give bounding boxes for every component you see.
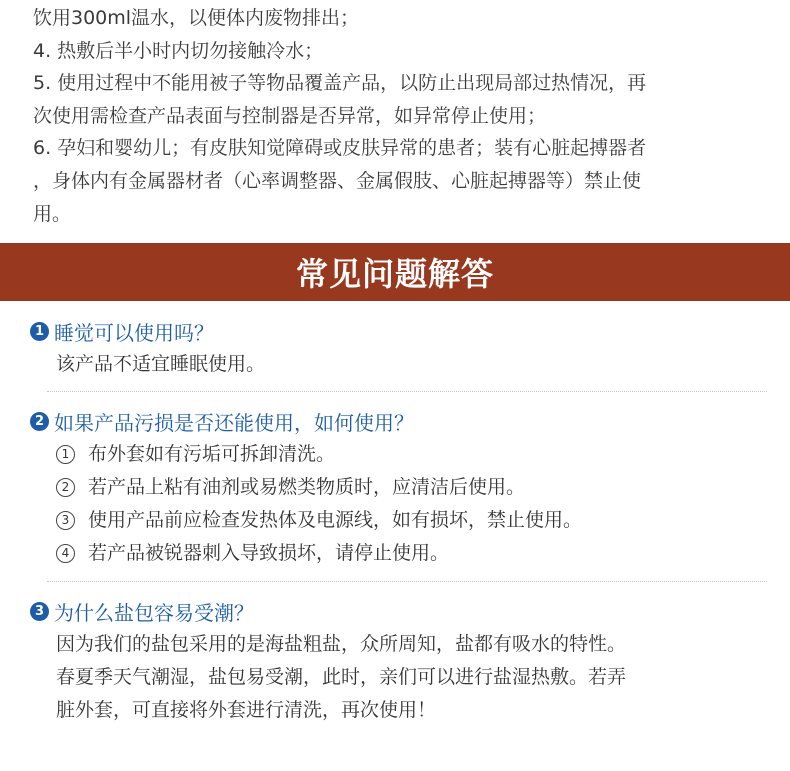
- answer-list-item: [56, 471, 770, 504]
- faq-answer: [56, 628, 770, 727]
- answer-item-text: 若产品被锐器刺入导致损坏，请停止使用。: [88, 542, 450, 564]
- faq-item-3: [30, 594, 770, 727]
- faq-question-row: [30, 594, 770, 628]
- note-line: ，身体内有金属器材者（心率调整器、金属假肢、心脏起搏器等）禁止使: [33, 169, 642, 192]
- faq-item-1: [30, 314, 770, 381]
- note-line: 6. 孕妇和婴幼儿；有皮肤知觉障碍或皮肤异常的患者；装有心脏起搏器者: [33, 137, 647, 160]
- circled-number-icon: 4: [56, 544, 75, 563]
- faq-question: 睡觉可以使用吗？: [54, 320, 214, 345]
- faq-item-2: [30, 404, 770, 570]
- faq-header-band: [0, 243, 790, 301]
- faq-question: 为什么盐包容易受潮？: [54, 600, 254, 625]
- faq-question: 如果产品污损是否还能使用，如何使用？: [54, 410, 414, 435]
- note-line: 5. 使用过程中不能用被子等物品覆盖产品，以防止出现局部过热情况，再: [33, 72, 647, 95]
- note-line: 用。: [33, 202, 72, 225]
- answer-line: 因为我们的盐包采用的是海盐粗盐，众所周知，盐都有吸水的特性。: [56, 633, 627, 655]
- circled-number-icon: 2: [56, 478, 75, 497]
- answer-item-text: 布外套如有污垢可拆卸清洗。: [88, 443, 336, 465]
- answer-line: 该产品不适宜睡眠使用。: [56, 353, 266, 375]
- answer-line: 脏外套，可直接将外套进行清洗，再次使用！: [56, 699, 437, 721]
- faq-answer-list: [56, 438, 770, 570]
- faq-answer: [56, 348, 770, 381]
- answer-item-text: 使用产品前应检查发热体及电源线，如有损坏，禁止使用。: [88, 509, 583, 531]
- question-number-badge: 3: [30, 602, 49, 621]
- faq-question-row: [30, 404, 770, 438]
- note-line: 次使用需检查产品表面与控制器是否异常，如异常停止使用；: [33, 104, 547, 127]
- answer-list-item: [56, 438, 770, 471]
- note-line: 4. 热敷后半小时内切勿接触冷水；: [33, 39, 324, 62]
- faq-question-row: [30, 314, 770, 348]
- faq-section-title: 常见问题解答: [295, 255, 494, 293]
- circled-number-icon: 3: [56, 511, 75, 530]
- note-line: 饮用300ml温水，以便体内废物排出；: [33, 7, 360, 29]
- circled-number-icon: 1: [56, 445, 75, 464]
- answer-item-text: 若产品上粘有油剂或易燃类物质时，应清洁后使用。: [88, 476, 526, 498]
- question-number-badge: 1: [30, 322, 49, 341]
- answer-line: 春夏季天气潮湿，盐包易受潮，此时，亲们可以进行盐湿热敷。若弄: [56, 666, 627, 688]
- question-number-badge: 2: [30, 412, 49, 431]
- answer-list-item: [56, 504, 770, 537]
- dotted-divider: [47, 391, 767, 392]
- usage-notes: [33, 2, 763, 230]
- dotted-divider: [47, 581, 767, 582]
- answer-list-item: [56, 537, 770, 570]
